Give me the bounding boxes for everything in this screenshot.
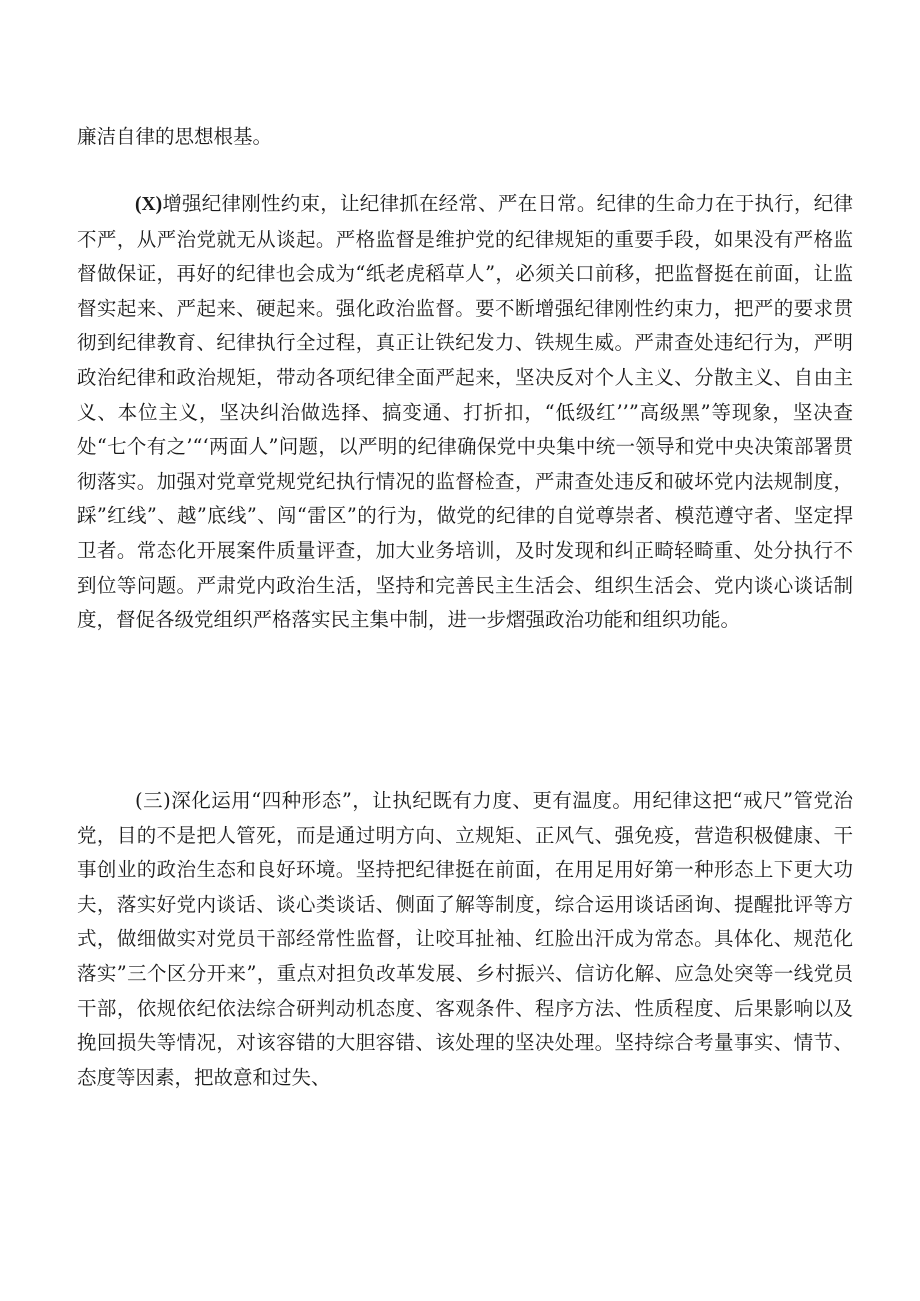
paragraph-text: 增强纪律刚性约束，让纪律抓在经常、严在日常。纪律的生命力在于执行，纪律不严，从严治党就无从谈起。严格监督是维护党的纪律规矩的重要手段，如果没有严格监督做保证，再好的纪律也会成为“纸老虎稻草人”，必须关口前移，把监督挺在前面，让监督实起来、严起来、硬起来。强化政治监督。要不断增强纪律刚性约束力，把严的要求贯彻到纪律教育、纪律执行全过程，真正让铁纪发力、铁规生威。严肃查处违纪行为，严明政治纪律和政治规矩，带动各项纪律全面严起来，坚决反对个人主义、分散主义、自由主义、本位主义，坚决纠治做选择、搞变通、打折扣，“低级红’’”高级黑”等现象，坚决查处“七个有之’“‘两面人”问题，以严明的纪律确保党中央集中统一领导和党中央决策部署贯彻落实。加强对党章党规党纪执行情况的监督检查，严肃查处违反和破坏党内法规制度，踩”红线”、越”底线”、闯“雷区”的行为，做党的纪律的自觉尊崇者、模范遵守者、坚定捍卫者。常态化开展案件质量评查，加大业务培训，及时发现和纠正畸轻畸重、处分执行不到位等问题。严肃党内政治生活，坚持和完善民主生活会、组织生活会、党内谈心谈话制度，督促各级党组织严格落实民主集中制，进一步熠强政治功能和组织功能。 [77,192,853,632]
paragraph-section-x [77,187,853,638]
paragraph-text: 廉洁自律的思想根基。 [77,125,273,148]
section-number: (三) [135,789,171,812]
paragraph-text: 深化运用“四种形态”，让执纪既有力度、更有温度。用纪律这把“戒尺”管党治党，目的不是把人管死，而是通过明方向、立规矩、正风气、强免疫，营造积极健康、干事创业的政治生态和良好环境。坚持把纪律挺在前面，在用足用好第一种形态上下更大功夫，落实好党内谈话、谈心类谈话、侧面了解等制度，综合运用谈话函询、提醒批评等方式，做细做实对党员干部经常性监督，让咬耳扯袖、红脸出汗成为常态。具体化、规范化落实”三个区分开来”，重点对担负改革发展、乡村振兴、信访化解、应急处突等一线党员干部，依规依纪依法综合研判动机态度、客观条件、程序方法、性质程度、后果影响以及挽回损失等情况，对该容错的大胆容错、该处理的坚决处理。坚持综合考量事实、情节、态度等因素，把故意和过失、 [77,789,853,1089]
paragraph-section-three [77,784,853,1095]
paragraph-continuation [77,120,853,155]
section-number: (X) [135,194,163,215]
